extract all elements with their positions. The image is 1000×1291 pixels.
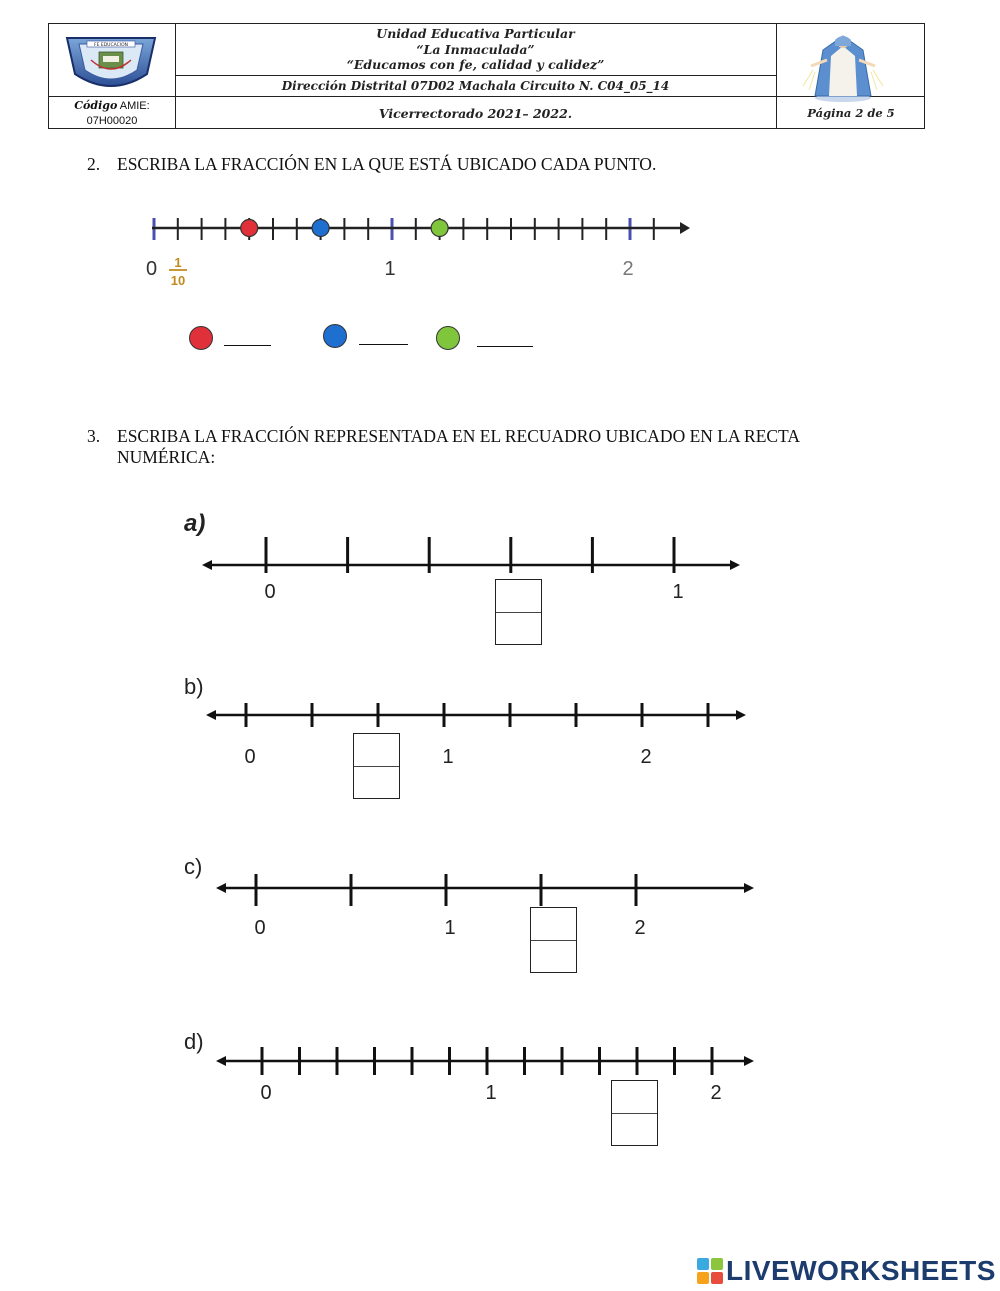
arrow-left [202,560,212,570]
fraction-bar [531,940,576,941]
red-answer-blank[interactable] [224,345,271,346]
question-text-cont: NUMÉRICA: [117,447,216,467]
number-line-a [180,505,760,603]
label-zero: 0 [146,258,158,280]
header-table [48,23,925,129]
question-3 [87,426,800,468]
item-label-a: a) [184,510,206,537]
red-point [241,220,258,237]
district-label: Dirección Distrital 07D02 Machala Circuito N. C04_05_14 [281,79,670,93]
tick-label: 1 [485,1082,497,1104]
green-point [431,220,448,237]
page-number: Página 2 de 5 [807,106,895,120]
header-divider [175,75,776,76]
arrow-right [736,710,746,720]
tick-label: 2 [640,746,652,768]
number-line-b [180,670,760,770]
answer-box-d[interactable] [611,1080,658,1146]
question-number: 2. [87,154,101,174]
amie-code-value: 07H00020 [86,115,138,127]
red-dot-marker [189,326,213,350]
tick-label: 1 [672,581,684,603]
tick-label: 0 [254,917,266,939]
virgin-mary-image [793,30,893,102]
school-name: Unidad Educativa Particular [376,26,575,41]
green-answer-blank[interactable] [477,346,533,347]
arrow-right [730,560,740,570]
tick-label: 0 [264,581,276,603]
liveworksheets-brand: LIVEWORKSHEETS [726,1255,996,1286]
question-2 [87,154,656,175]
item-label-d: d) [184,1029,204,1054]
label-two: 2 [622,258,634,280]
liveworksheets-icon [697,1258,723,1284]
blue-dot-marker [323,324,347,348]
answer-box-a[interactable] [495,579,542,645]
amie-code-suffix: AMIE: [119,100,150,112]
arrow-left [216,1056,226,1066]
number-line-c [180,850,760,950]
fraction-denominator: 10 [170,273,186,288]
blue-answer-blank[interactable] [359,344,408,345]
amie-code-label: Código [74,99,118,112]
tick-label: 0 [244,746,256,768]
label-one: 1 [384,258,396,280]
number-line-d [180,1025,760,1125]
tick-label: 0 [260,1082,272,1104]
blue-point [312,220,329,237]
fraction-bar [354,766,399,767]
question-number: 3. [87,426,101,446]
tick-label: 2 [634,917,646,939]
tick-label: 1 [444,917,456,939]
item-label-b: b) [184,674,204,699]
arrow-left [216,883,226,893]
fraction-numerator: 1 [174,255,182,270]
green-dot-marker [436,326,460,350]
arrow-left [206,710,216,720]
school-logo [61,30,161,92]
answer-box-b[interactable] [353,733,400,799]
amie-code [49,98,175,129]
vice-rectorate-label: Vicerrectorado 2021– 2022. [378,106,573,121]
question-text: ESCRIBA LA FRACCIÓN EN LA QUE ESTÁ UBICADO CADA PUNTO. [117,154,657,174]
tick-label: 2 [710,1082,722,1104]
number-line-arrow [680,222,690,234]
question-text: ESCRIBA LA FRACCIÓN REPRESENTADA EN EL RECUADRO UBICADO EN LA RECTA [117,426,800,446]
tick-label: 1 [442,746,454,768]
number-line-tenths [140,205,700,295]
fraction-bar [612,1113,657,1114]
header-divider [49,96,176,97]
arrow-right [744,1056,754,1066]
answer-box-c[interactable] [530,907,577,973]
school-logo-text: FE EDUCACION [94,43,128,48]
school-motto: “Educamos con fe, calidad y calidez” [346,57,605,72]
school-name-quote: “La Inmaculada” [416,41,535,57]
item-label-c: c) [184,854,203,879]
fraction-bar [496,612,541,613]
arrow-right [744,883,754,893]
